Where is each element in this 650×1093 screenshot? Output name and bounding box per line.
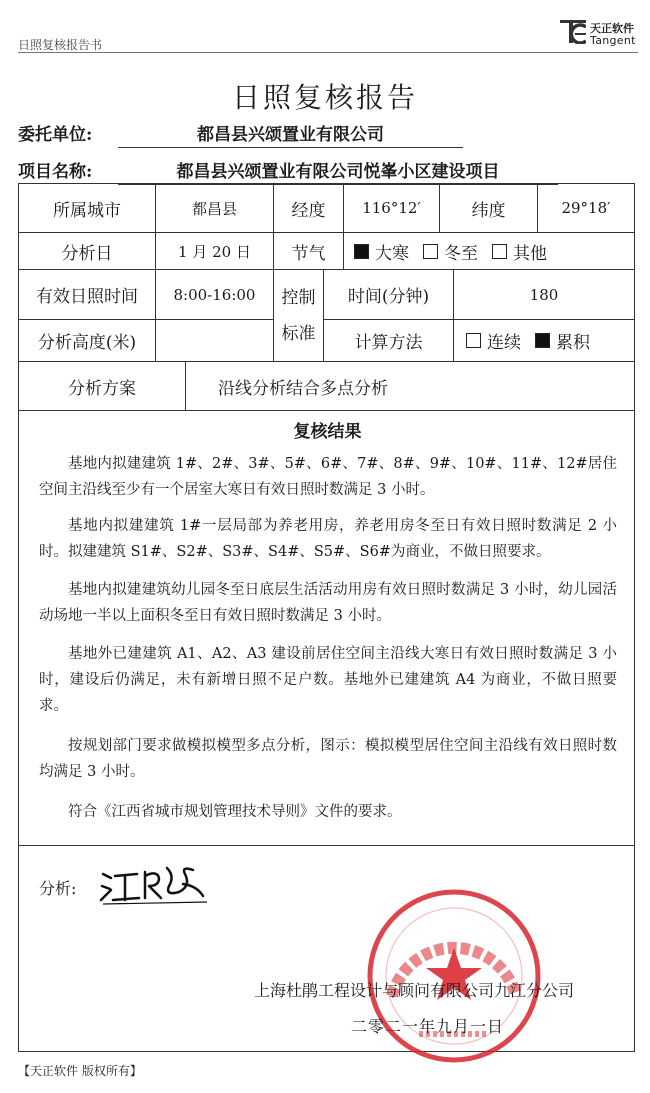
company-name: 上海杜鹃工程设计与顾问有限公司九江分公司	[253, 981, 574, 1000]
result-title: 复核结果	[293, 422, 362, 442]
height-label: 分析高度(米)	[18, 320, 156, 362]
method-options	[454, 320, 635, 362]
solar-term-option-label: 冬至	[444, 243, 478, 264]
control-label-line-1: 控制	[281, 287, 316, 308]
method-option-cumulative[interactable]	[535, 328, 590, 353]
result-paragraph-5: 按规划部门要求做模拟模型多点分析，图示：模拟模型居住空间主沿线有效日照时数均满足 3 小时。	[39, 738, 617, 780]
method-option-continuous[interactable]	[466, 328, 521, 353]
checkbox-empty-icon	[466, 333, 481, 348]
effective-time-label: 有效日照时间	[18, 270, 156, 320]
effective-time-value: 8:00-16:00	[156, 270, 274, 320]
checkbox-empty-icon	[423, 244, 438, 259]
result-paragraph-2: 基地内拟建建筑 1#一层局部为养老用房，养老用房冬至日有效日照时数满足 2 小时。拟建建筑 S1#、S2#、S3#、S4#、S5#、S6#为商业，不做日照要求。	[39, 518, 617, 560]
duration-value: 180	[454, 270, 635, 320]
longitude-label: 经度	[274, 183, 344, 233]
solar-term-option-dongzhi[interactable]	[423, 239, 478, 264]
result-paragraph-4: 基地外已建建筑 A1、A2、A3 建设前居住空间主沿线大寒日有效日照时数满足 3 小时，建设后仍满足，未有新增日照不足户数。基地外已建建筑 A4 为商业，不做日照要求。	[39, 646, 617, 714]
result-paragraph-3: 基地内拟建建筑幼儿园冬至日底层生活活动用房有效日照时数满足 3 小时，幼儿园活动场地一半以上面积冬至日有效日照时数满足 3 小时。	[39, 582, 617, 624]
height-value	[156, 320, 274, 362]
checkbox-empty-icon	[492, 244, 507, 259]
logo-en: Tangent	[590, 34, 636, 47]
scheme-value: 沿线分析结合多点分析	[186, 362, 635, 411]
project-value: 都昌县兴颂置业有限公司悦峯小区建设项目	[118, 157, 558, 185]
result-paragraph-6: 符合《江西省城市规划管理技术导则》文件的要求。	[68, 804, 402, 820]
client-value: 都昌县兴颂置业有限公司	[118, 120, 463, 148]
tangent-logo-icon	[560, 20, 586, 44]
page-title: 日照复核报告	[231, 81, 418, 114]
logo-name: 天正软件	[590, 22, 634, 35]
signoff-section	[18, 846, 635, 1052]
analyst-label: 分析:	[39, 879, 77, 898]
document-type-label: 日照复核报告书	[18, 38, 103, 52]
scheme-label: 分析方案	[18, 362, 186, 411]
company-seal-stamp	[364, 886, 544, 1066]
latitude-value: 29°18′	[538, 183, 635, 233]
analysis-day-label: 分析日	[18, 233, 156, 270]
issue-date: 二零二一年九月一日	[350, 1017, 504, 1036]
header-divider	[18, 52, 638, 53]
solar-term-option-label: 大寒	[375, 243, 409, 264]
solar-term-option-label: 其他	[513, 243, 547, 264]
solar-term-option-other[interactable]	[492, 239, 547, 264]
checkbox-checked-icon	[535, 333, 550, 348]
handwritten-signature	[99, 856, 209, 906]
method-option-label: 连续	[487, 333, 521, 353]
copyright-footer: 【天正软件 版权所有】	[18, 1064, 142, 1078]
client-label: 委托单位:	[18, 125, 93, 145]
method-label: 计算方法	[324, 320, 454, 362]
review-result-section	[18, 411, 635, 846]
analysis-day-value: 1 月 20 日	[156, 233, 274, 270]
latitude-label: 纬度	[440, 183, 538, 233]
city-label: 所属城市	[18, 183, 156, 233]
duration-label: 时间(分钟)	[324, 270, 454, 320]
city-value: 都昌县	[156, 183, 274, 233]
solar-term-label: 节气	[274, 233, 344, 270]
solar-term-option-dahan[interactable]	[354, 239, 409, 264]
checkbox-checked-icon	[354, 244, 369, 259]
method-option-label: 累积	[556, 333, 590, 353]
tangent-logo	[560, 16, 640, 50]
solar-term-options	[344, 233, 635, 270]
project-label: 项目名称:	[18, 162, 93, 182]
result-paragraph-1: 基地内拟建建筑 1#、2#、3#、5#、6#、7#、8#、9#、10#、11#、12#居住空间主沿线至少有一个居室大寒日有效日照时数满足 3 小时。	[39, 456, 617, 498]
control-standard-label	[274, 270, 324, 362]
longitude-value: 116°12′	[344, 183, 440, 233]
control-label-line-2: 标准	[281, 323, 316, 344]
